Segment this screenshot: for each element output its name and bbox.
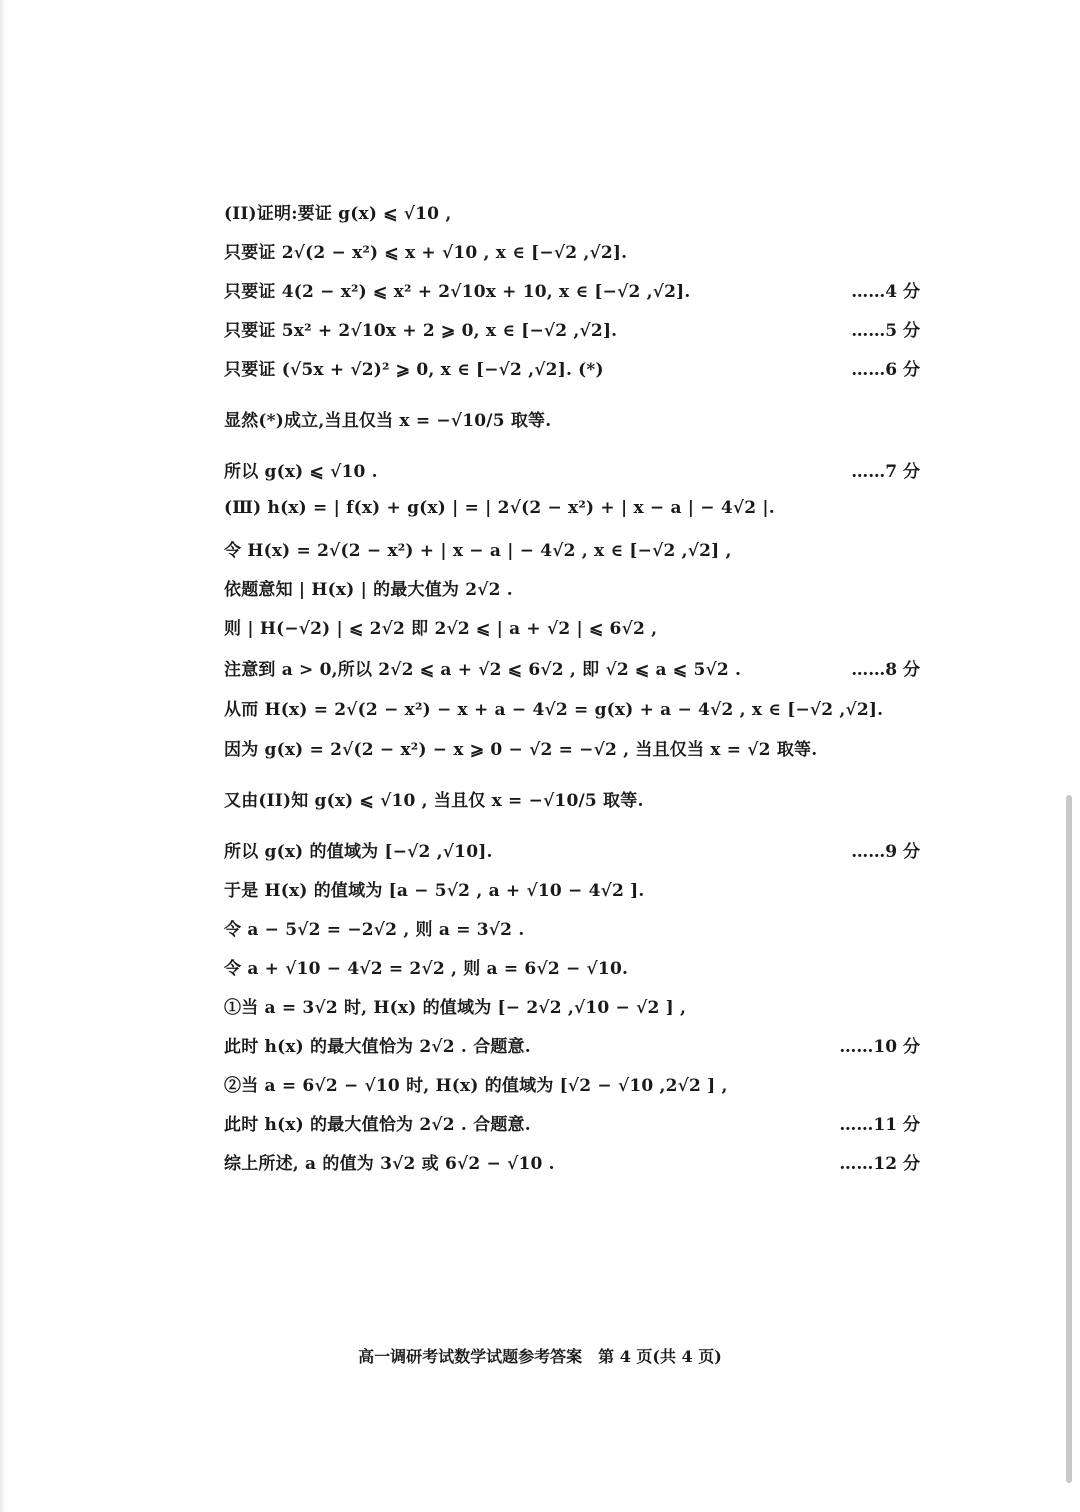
solution-line <box>224 351 920 383</box>
solution-line <box>224 651 920 683</box>
solution-line <box>224 872 920 904</box>
solution-line <box>224 195 920 227</box>
line-text: 所以 g(x) ⩽ √10 . <box>224 461 378 482</box>
line-text: 令 a + √10 − 4√2 = 2√2 , 则 a = 6√2 − √10. <box>224 958 629 979</box>
line-text: 所以 g(x) 的值域为 [−√2 ,√10]. <box>224 841 493 862</box>
line-score: ……5 分 <box>851 320 920 341</box>
solution-line <box>224 312 920 344</box>
line-score: ……10 分 <box>839 1036 920 1057</box>
line-score: ……6 分 <box>851 359 920 380</box>
solution-line <box>224 833 920 865</box>
line-text: 令 a − 5√2 = −2√2 , 则 a = 3√2 . <box>224 919 525 940</box>
solution-line <box>224 691 920 723</box>
solution-line <box>224 782 920 814</box>
page-left-edge <box>0 0 6 1512</box>
solution-line <box>224 1145 920 1177</box>
line-text: 从而 H(x) = 2√(2 − x²) − x + a − 4√2 = g(x) + a − 4√2 , x ∈ [−√2 ,√2]. <box>224 699 884 720</box>
solution-line <box>224 453 920 485</box>
line-text: 只要证 (√5x + √2)² ⩾ 0, x ∈ [−√2 ,√2]. (*) <box>224 359 604 380</box>
line-text: 只要证 4(2 − x²) ⩽ x² + 2√10x + 10, x ∈ [−√2 ,√2]. <box>224 281 691 302</box>
solution-line <box>224 1106 920 1138</box>
solution-line <box>224 492 920 524</box>
page-footer: 高一调研考试数学试题参考答案 第 4 页(共 4 页) <box>358 1347 722 1366</box>
solution-line <box>224 731 920 763</box>
solution-line <box>224 950 920 982</box>
line-text: 因为 g(x) = 2√(2 − x²) − x ⩾ 0 − √2 = −√2 , 当且仅当 x = √2 取等. <box>224 739 818 760</box>
line-text: 又由(II)知 g(x) ⩽ √10 , 当且仅 x = −√10/5 取等. <box>224 790 644 811</box>
line-text: 依题意知 | H(x) | 的最大值为 2√2 . <box>224 579 513 600</box>
line-text: 注意到 a > 0,所以 2√2 ⩽ a + √2 ⩽ 6√2 , 即 √2 ⩽ a ⩽ 5√2 . <box>224 659 742 680</box>
line-text: (Ⅲ) h(x) = | f(x) + g(x) | = | 2√(2 − x²) + | x − a | − 4√2 |. <box>224 498 775 518</box>
line-text: 显然(*)成立,当且仅当 x = −√10/5 取等. <box>224 410 552 431</box>
line-score: ……9 分 <box>851 841 920 862</box>
solution-line <box>224 273 920 305</box>
solution-line <box>224 234 920 266</box>
line-score: ……4 分 <box>851 281 920 302</box>
line-score: ……11 分 <box>839 1114 920 1135</box>
solution-line <box>224 989 920 1021</box>
line-text: 只要证 2√(2 − x²) ⩽ x + √10 , x ∈ [−√2 ,√2]. <box>224 242 628 263</box>
solution-line <box>224 532 920 564</box>
solution-line <box>224 911 920 943</box>
solution-line <box>224 571 920 603</box>
solution-line <box>224 402 920 434</box>
line-text: 令 H(x) = 2√(2 − x²) + | x − a | − 4√2 , x ∈ [−√2 ,√2] , <box>224 540 732 561</box>
solution-line <box>224 1028 920 1060</box>
line-text: 只要证 5x² + 2√10x + 2 ⩾ 0, x ∈ [−√2 ,√2]. <box>224 320 618 341</box>
line-score: ……8 分 <box>851 659 920 680</box>
line-text: 则 | H(−√2) | ⩽ 2√2 即 2√2 ⩽ | a + √2 | ⩽ 6√2 , <box>224 618 658 639</box>
line-text: ①当 a = 3√2 时, H(x) 的值域为 [− 2√2 ,√10 − √2 ] , <box>224 997 687 1018</box>
solution-line <box>224 1067 920 1099</box>
line-score: ……12 分 <box>839 1153 920 1174</box>
line-text: (II)证明:要证 g(x) ⩽ √10 , <box>224 203 452 224</box>
line-text: ②当 a = 6√2 − √10 时, H(x) 的值域为 [√2 − √10 ,2√2 ] , <box>224 1075 728 1096</box>
line-score: ……7 分 <box>851 461 920 482</box>
solution-line <box>224 610 920 642</box>
line-text: 此时 h(x) 的最大值恰为 2√2 . 合题意. <box>224 1036 531 1057</box>
scrollbar-thumb[interactable] <box>1066 795 1072 1483</box>
line-text: 于是 H(x) 的值域为 [a − 5√2 , a + √10 − 4√2 ]. <box>224 880 645 901</box>
line-text: 综上所述, a 的值为 3√2 或 6√2 − √10 . <box>224 1153 555 1174</box>
line-text: 此时 h(x) 的最大值恰为 2√2 . 合题意. <box>224 1114 531 1135</box>
